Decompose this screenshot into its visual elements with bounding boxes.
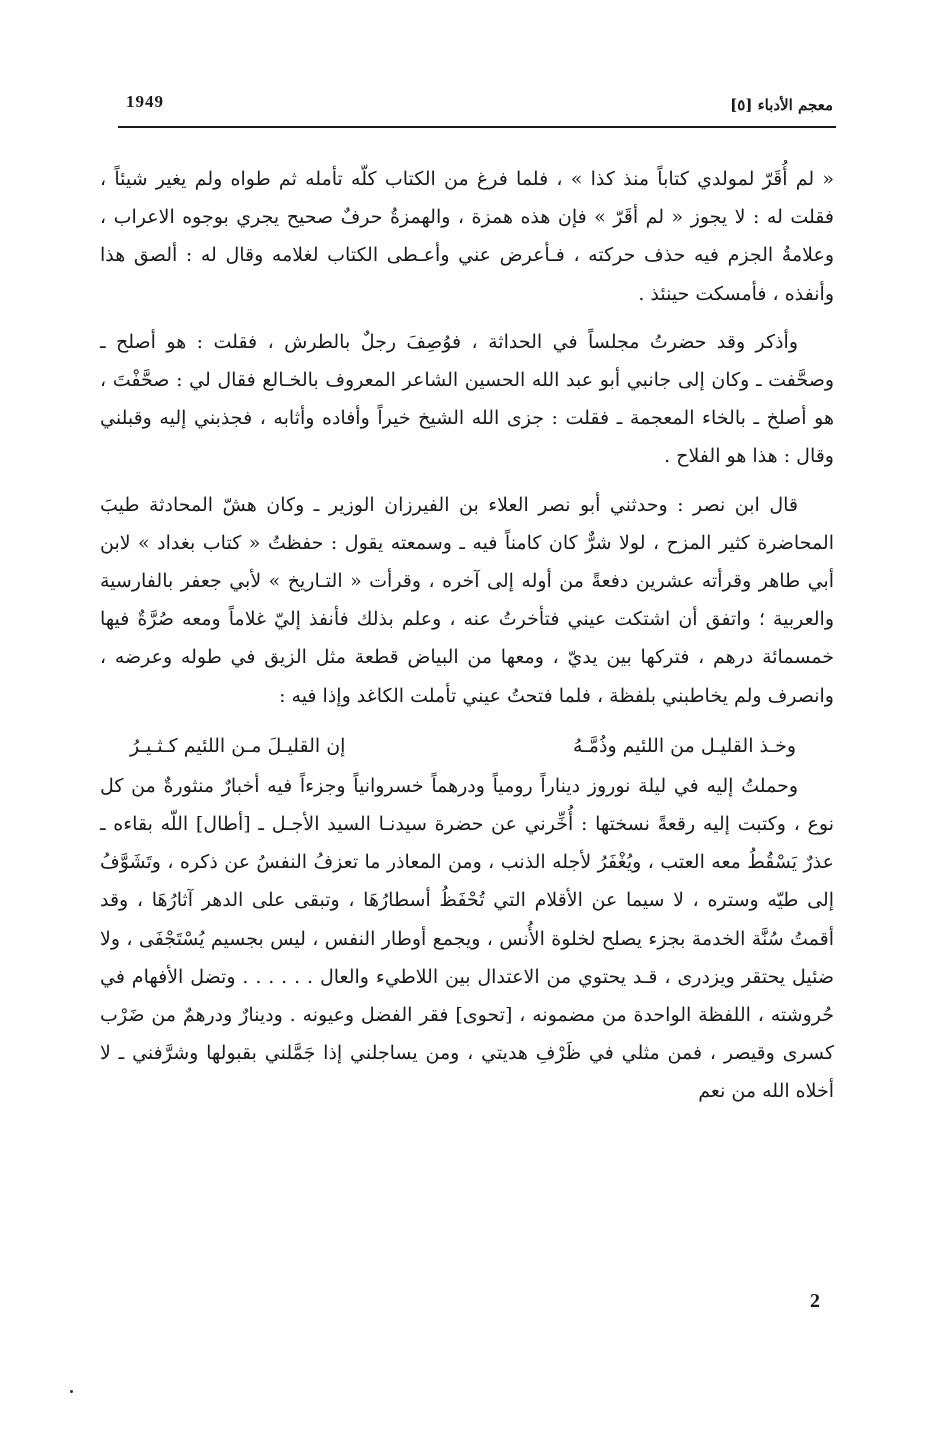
paragraph-3: قال ابن نصر : وحدثني أبو نصر العلاء بن الفيرزان الوزير ـ وكان هشّ المحادثة طيبَ المحاضرة كثير المزح ، لولا شرٌّ كان كامناً فيه ـ وسمعته يقول : حفظتُ « كتاب بغداد » لابن أبي طاهر وقرأته عشرين دفعةً من أوله إلى آخره ، وقرأت « التـاريخ » لأبي جعفر بالفارسية والعربية ؛ واتفق أن اشتكت عيني فتأخرتُ عنه ، وعلم بذلك فأنفذ إليّ غلاماً ومعه صُرَّةٌ فيها خمسمائة درهم ، فتركها بين يديّ ، ومعها من البياض قطعة مثل الزيق في طوله وعرضه ، وانصرف ولم يخاطبني بلفظة ، فلما فتحتُ عيني تأملت الكاغد وإذا فيه : — [100, 493, 834, 707]
verse-second-hemistich: إن القليـلَ مـن اللئيم كـثـيـرُ — [130, 734, 346, 757]
paragraph-1: « لم أُقَرّ لمولدي كتاباً منذ كذا » ، فلما فرغ من الكتاب كلّه تأمله ثم طواه ولم يغير شيئاً ، فقلت له : لا يجوز « لم أقَرّ » فإن هذه همزة ، والهمزةُ حرفٌ صحيح يجري بوجوه الاعراب ، وعلامةُ الجزم فيه حذف حركته ، فـأعرض عني وأعـطى الكتاب لغلامه وقال له : ألصق هذا وأنفذه ، فأمسكت حينئذ . — [100, 168, 834, 305]
running-title: معجم الأدباء [٥] — [730, 96, 833, 114]
page-header — [118, 92, 833, 126]
header-page-number: 1949 — [126, 92, 164, 111]
footer-page-number: 2 — [810, 1290, 820, 1312]
poem-verse — [100, 725, 834, 767]
paragraph-4: وحملتُ إليه في ليلة نوروز ديناراً رومياً ودرهماً خسروانياً وجزءاً فيه أخبارٌ منثورةٌ من كل نوع ، وكتبت إليه رقعةً نسختها : أُخِّرني عن حضرة سيدنـا السيد الأجـل ـ [أطال] اللّه بقاءه ـ عذرٌ يَسْقُطُ معه العتب ، ويُغْفَرُ لأجله الذنب ، ومن المعاذر ما تعزفُ النفسُ عن ذكره ، وتَشَوَّفُ إلى طيّه وستره ، لا سيما عن الأقلام التي تُحْفَظُ أسطارُهَا ، وتبقى على الدهر آثارُهَا ، وقد أقمتُ سُنَّة الخدمة بجزء يصلح لخلوة الأُنس ، ويجمع أوطار النفس ، ليس بجسيم يُسْتَجْفَى ، ولا ضئيل يحتقر ويزدرى ، قـد يحتوي من الاعتدال بين اللاطيء والعال . . . . . . وتضل الأفهام في حُروشته ، اللفظة الواحدة من مضمونه ، [تحوى] فقر الفضل وعيونه . ودينارٌ ودرهمٌ من ضَرْب كسرى وقيصر ، فمن مثلي في ظَرْفِ هديتي ، ومن يساجلني إذا جَمَّلني بقبولها وشرَّفني ـ لا أخلاه الله من نعم — [100, 774, 834, 1103]
header-rule — [118, 126, 836, 128]
verse-first-hemistich: وخـذ القليـل من اللئيم وذُمَّـهُ — [573, 734, 796, 757]
body-text — [100, 160, 834, 1121]
paragraph-2: وأذكر وقد حضرتُ مجلساً في الحداثة ، فوُصِفَ رجلٌ بالطرش ، فقلت : هو أصلح ـ وصحَّفت ـ وكان إلى جانبي أبو عبد الله الحسين الشاعر المعروف بالخـالع فقال لي : صحَّفْتَ ، هو أصلخ ـ بالخاء المعجمة ـ فقلت : جزى الله الشيخ خيراً وأفاده وأثابه ، فجذبني إليه وقبلني وقال : هذا هو الفلاح . — [100, 330, 834, 468]
scan-speck — [70, 1390, 73, 1393]
